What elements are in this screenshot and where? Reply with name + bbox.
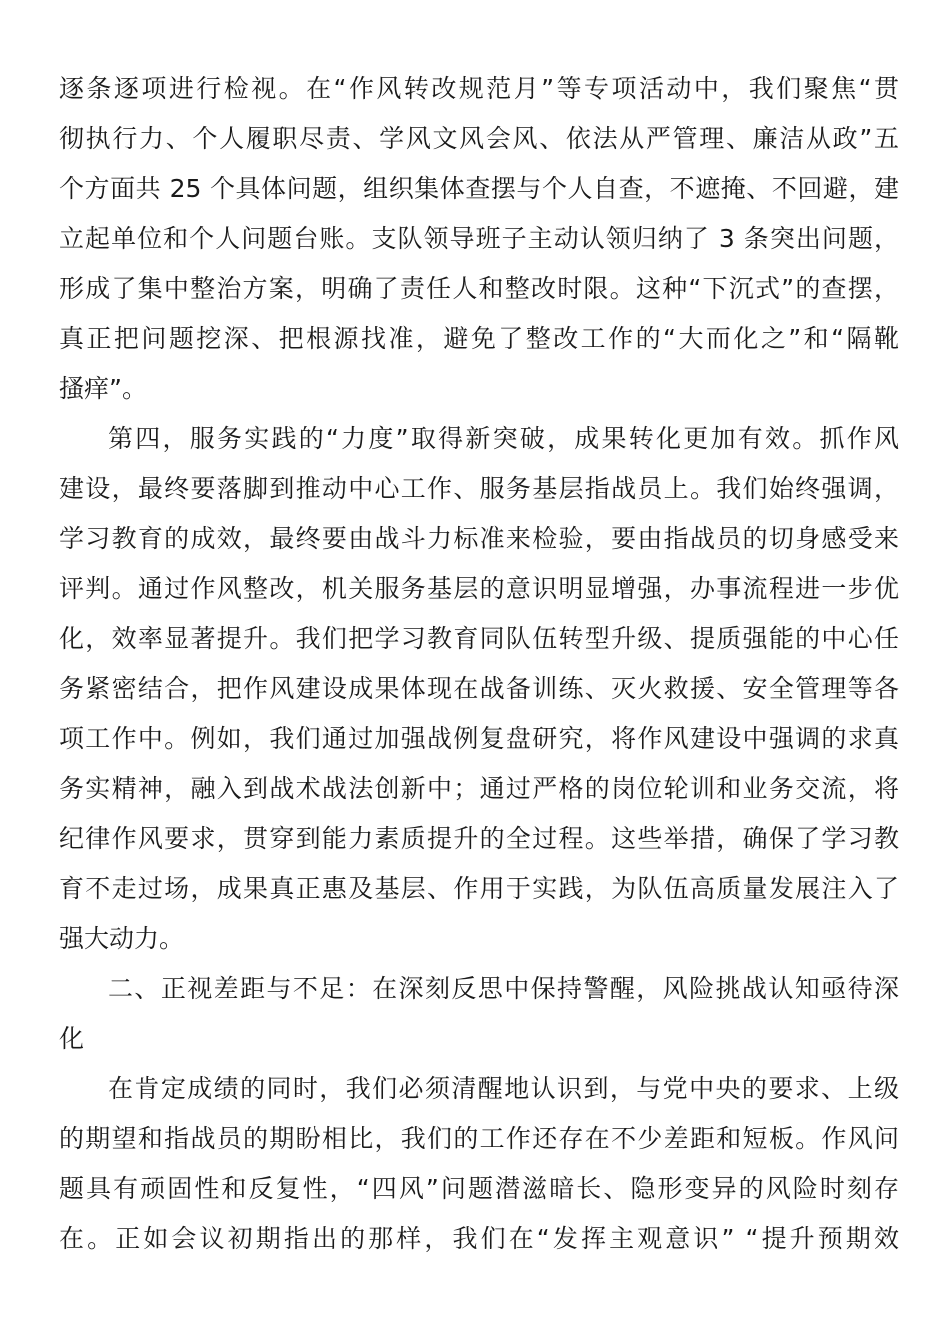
section-heading-continued: 化 (59, 1024, 85, 1053)
text-line: 纪律作风要求，贯穿到能力素质提升的全过程。这些举措，确保了学习教 (59, 824, 899, 853)
text-line: 务实精神，融入到战术战法创新中；通过严格的岗位轮训和业务交流，将 (59, 774, 899, 803)
text-line: 学习教育的成效，最终要由战斗力标准来检验，要由指战员的切身感受来 (59, 524, 899, 553)
text-line: 务紧密结合，把作风建设成果体现在战备训练、灭火救援、安全管理等各 (59, 674, 899, 703)
text-line: 项工作中。例如，我们通过加强战例复盘研究，将作风建设中强调的求真 (59, 724, 899, 753)
text-line: 化，效率显著提升。我们把学习教育同队伍转型升级、提质强能的中心任 (59, 624, 899, 653)
text-line: 强大动力。 (59, 924, 185, 953)
text-line: 彻执行力、个人履职尽责、学风文风会风、依法从严管理、廉洁从政”五 (59, 124, 899, 153)
text-line: 搔痒”。 (59, 374, 147, 403)
text-line: 真正把问题挖深、把根源找准，避免了整改工作的“大而化之”和“隔靴 (59, 324, 899, 353)
text-line: 题具有顽固性和反复性，“四风”问题潜滋暗长、隐形变异的风险时刻存 (59, 1174, 899, 1203)
text-line: 建设，最终要落脚到推动中心工作、服务基层指战员上。我们始终强调， (59, 474, 899, 503)
text-line: 育不走过场，成果真正惠及基层、作用于实践，为队伍高质量发展注入了 (59, 874, 899, 903)
text-line: 评判。通过作风整改，机关服务基层的意识明显增强，办事流程进一步优 (59, 574, 899, 603)
paragraph-first-line: 在肯定成绩的同时，我们必须清醒地认识到，与党中央的要求、上级 (108, 1074, 899, 1103)
text-line: 的期望和指战员的期盼相比，我们的工作还存在不少差距和短板。作风问 (59, 1124, 899, 1153)
text-line: 个方面共 25 个具体问题，组织集体查摆与个人自查，不遮掩、不回避，建 (59, 174, 899, 203)
text-line: 立起单位和个人问题台账。支队领导班子主动认领归纳了 3 条突出问题， (59, 224, 899, 253)
paragraph-first-line: 第四，服务实践的“力度”取得新突破，成果转化更加有效。抓作风 (108, 424, 899, 453)
section-heading: 二、正视差距与不足：在深刻反思中保持警醒，风险挑战认知亟待深 (108, 974, 899, 1003)
text-line: 在。正如会议初期指出的那样，我们在“发挥主观意识” “提升预期效 (59, 1224, 899, 1253)
text-line: 逐条逐项进行检视。在“作风转改规范月”等专项活动中，我们聚焦“贯 (59, 74, 899, 103)
text-line: 形成了集中整治方案，明确了责任人和整改时限。这种“下沉式”的查摆， (59, 274, 899, 303)
